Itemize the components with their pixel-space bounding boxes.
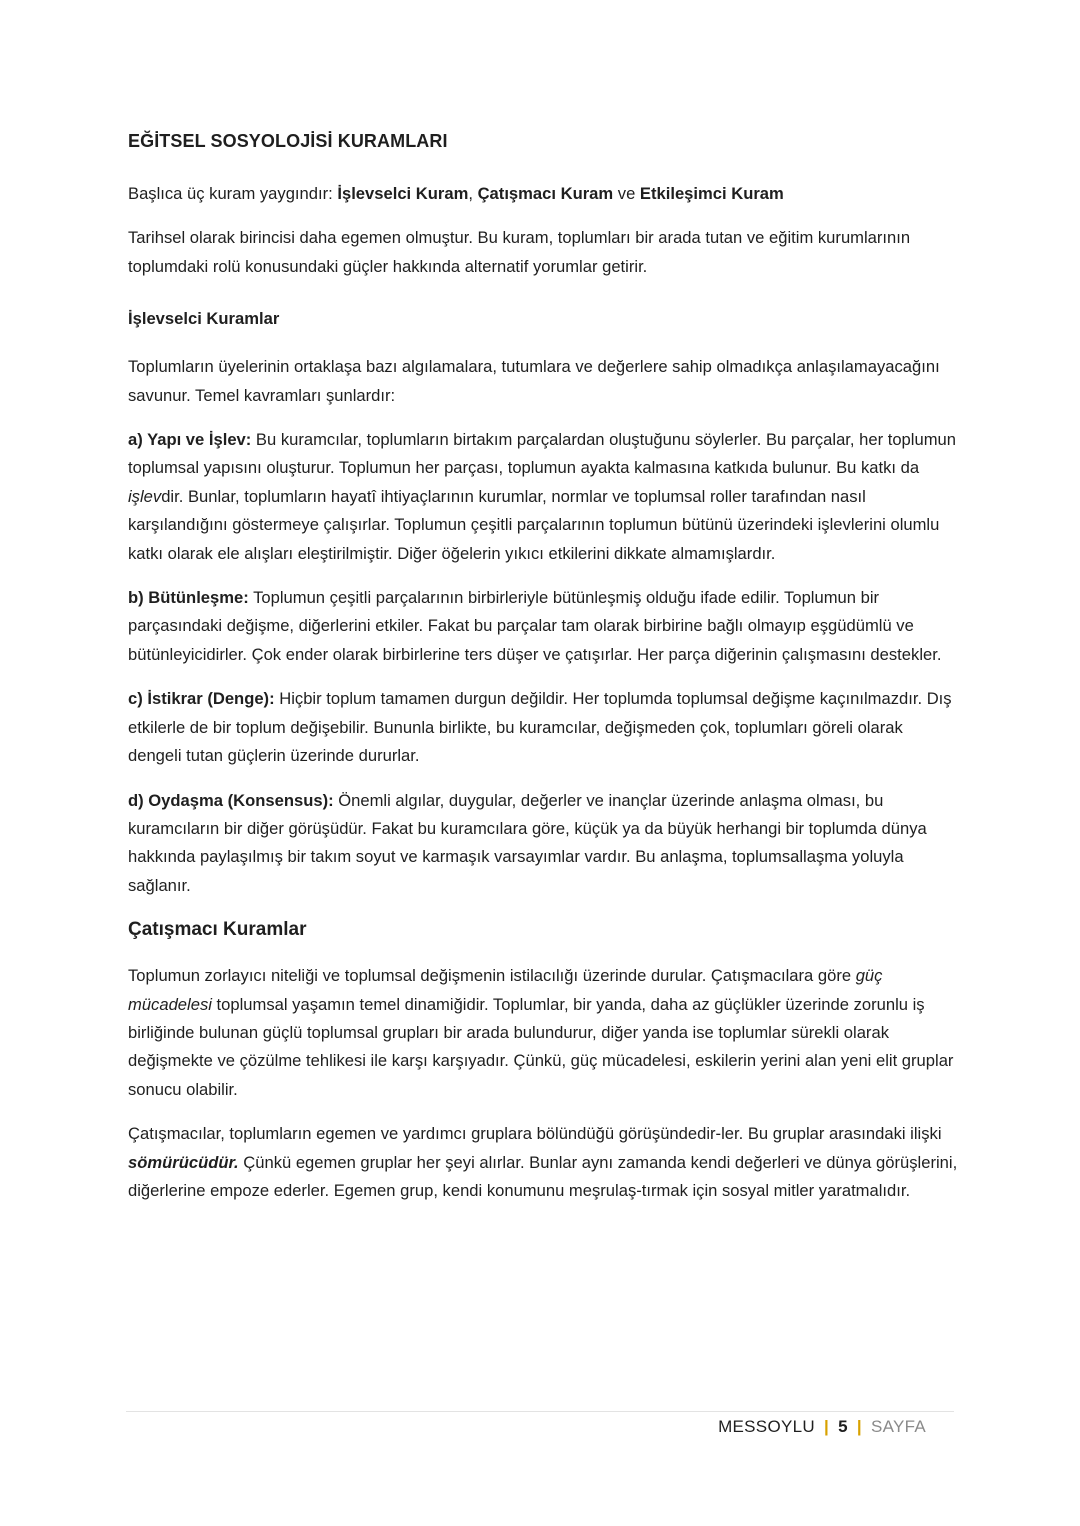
concept-d-paragraph (128, 787, 958, 901)
history-paragraph: Tarihsel olarak birincisi daha egemen olmuştur. Bu kuram, toplumları bir arada tutan ve eğitim kurumlarının toplumdaki rolü konusundaki güçler hakkında alternatif yorumlar getirir. (128, 228, 911, 276)
footer-divider (126, 1411, 954, 1412)
intro-term-interaction: Etkileşimci Kuram (639, 184, 784, 203)
footer-page-number: 5 (838, 1417, 848, 1436)
concept-b-paragraph (128, 584, 958, 669)
intro-lead: Başlıca üç kuram yaygındır: (128, 184, 338, 203)
conflict-heading: Çatışmacı Kuramlar (128, 919, 307, 941)
conflict-p1-italic: güç mücadelesi (128, 966, 883, 1014)
concept-d-label: d) Oydaşma (Konsensus): (128, 790, 334, 810)
concept-d-text: Önemli algılar, duygular, değerler ve inançlar üzerinde anlaşma olması, bu kuramcıların bir diğer görüşüdür. Fakat bu kuramcılara göre, küçük ya da büyük herhangi bir toplumda dünya hakkında paylaşılmış bir takım soyut ve karmaşık varsayımlar vardır. Bu anlaşma, toplumsallaşma yoluyla sağlanır. (128, 790, 927, 895)
concept-a-paragraph (128, 426, 958, 568)
concept-c-text: Hiçbir toplum tamamen durgun değildir. Her toplumda toplumsal değişme kaçınılmazdır. Dış etkilerle de bir toplum değişebilir. Bununla birlikte, bu kuramcılar, değişmeden çok, toplumları göreli olarak dengeli tutan güçlerin üzerinde dururlar. (128, 689, 952, 766)
intro-comma: , (468, 184, 478, 203)
conflict-p2-emphasis: sömürücüdür. (128, 1152, 239, 1172)
footer-separator: | (823, 1417, 830, 1436)
concept-a-label: a) Yapı ve İşlev: (128, 430, 252, 450)
footer-page-label: SAYFA (870, 1417, 926, 1436)
intro-term-conflict: Çatışmacı Kuram (477, 184, 614, 203)
footer-author: MESSOYLU (718, 1417, 815, 1436)
concept-c-label: c) İstikrar (Denge): (128, 689, 275, 709)
concept-c-paragraph (128, 685, 958, 770)
conflict-p1-text: Toplumun zorlayıcı niteliği ve toplumsal değişmenin istilacılığı üzerinde durular. Çatışmacılara göre (128, 966, 856, 986)
functional-heading: İşlevselci Kuramlar (128, 309, 280, 329)
conflict-p2-text-cont: Çünkü egemen gruplar her şeyi alırlar. Bunlar aynı zamanda kendi değerleri ve dünya görüşlerini, diğerlerine empoze ederler. Egemen grup, kendi konumunu meşrulaş-tırmak için sosyal mitler yaratmalıdır. (128, 1152, 958, 1200)
concept-b-text: Toplumun çeşitli parçalarının birbirleriyle bütünleşmiş olduğu ifade edilir. Toplumun bir parçasındaki değişme, diğerlerini etkiler. Fakat bu parçalar tam olarak birbirine bağlı olmayıp eşgüdümlü ve bütünleyicidirler. Çok ender olarak birbirlerine ters düşer ve çatışırlar. Her parça diğerinin çalışmasını destekler. (128, 588, 942, 664)
document-page (128, 128, 958, 1221)
intro-paragraph (128, 180, 958, 208)
concept-b-label: b) Bütünleşme: (128, 588, 249, 608)
intro-and: ve (613, 184, 640, 203)
footer-separator-2: | (856, 1417, 862, 1436)
conflict-p1-text-cont: toplumsal yaşamın temel dinamiğidir. Toplumlar, bir yanda, daha az güçlükler üzerinde zorunlu iş birliğinde bulunan güçlü toplumsal grupları bir arada bulundurur, diğer yanda ise toplumlar sürekli olarak değişmekte ve çözülme tehlikesi ile karşı karşıyadır. Çünkü, güç mücadelesi, eskilerin yerini alan yeni elit gruplar sonucu olabilir. (128, 994, 954, 1099)
concept-a-italic: işlev (128, 486, 162, 506)
page-title: EĞİTSEL SOSYOLOJİSİ KURAMLARI (128, 131, 448, 151)
conflict-p2-text: Çatışmacılar, toplumların egemen ve yardımcı gruplara bölündüğü görüşündedir-ler. Bu gruplar arasındaki ilişki (128, 1124, 942, 1144)
conflict-paragraph-2 (128, 1120, 958, 1205)
page-footer (718, 1415, 926, 1439)
functional-intro-paragraph: Toplumların üyelerinin ortaklaşa bazı algılamalara, tutumlara ve değerlere sahip olmadıkça anlaşılamayacağını savunur. Temel kavramları şunlardır: (128, 357, 940, 405)
concept-a-text: Bu kuramcılar, toplumların birtakım parçalardan oluştuğunu söylerler. Bu parçalar, her toplumun toplumsal yapısını oluşturur. Toplumun her parçası, toplumun ayakta kalmasına katkıda bulunur. Bu katkı da (128, 430, 956, 478)
concept-a-text-cont: dir. Bunlar, toplumların hayatî ihtiyaçlarının kurumlar, normlar ve toplumsal roller tarafından nasıl karşılandığını göstermeye çalışırlar. Toplumun çeşitli parçalarının toplumun bütünü üzerindeki işlevlerini olumlu katkı olarak ele alışları eleştirilmiştir. Diğer öğelerin yıkıcı etkilerini dikkate almamışlardır. (128, 486, 940, 563)
intro-term-functional: İşlevselci Kuram (337, 184, 469, 203)
conflict-paragraph-1 (128, 962, 958, 1104)
